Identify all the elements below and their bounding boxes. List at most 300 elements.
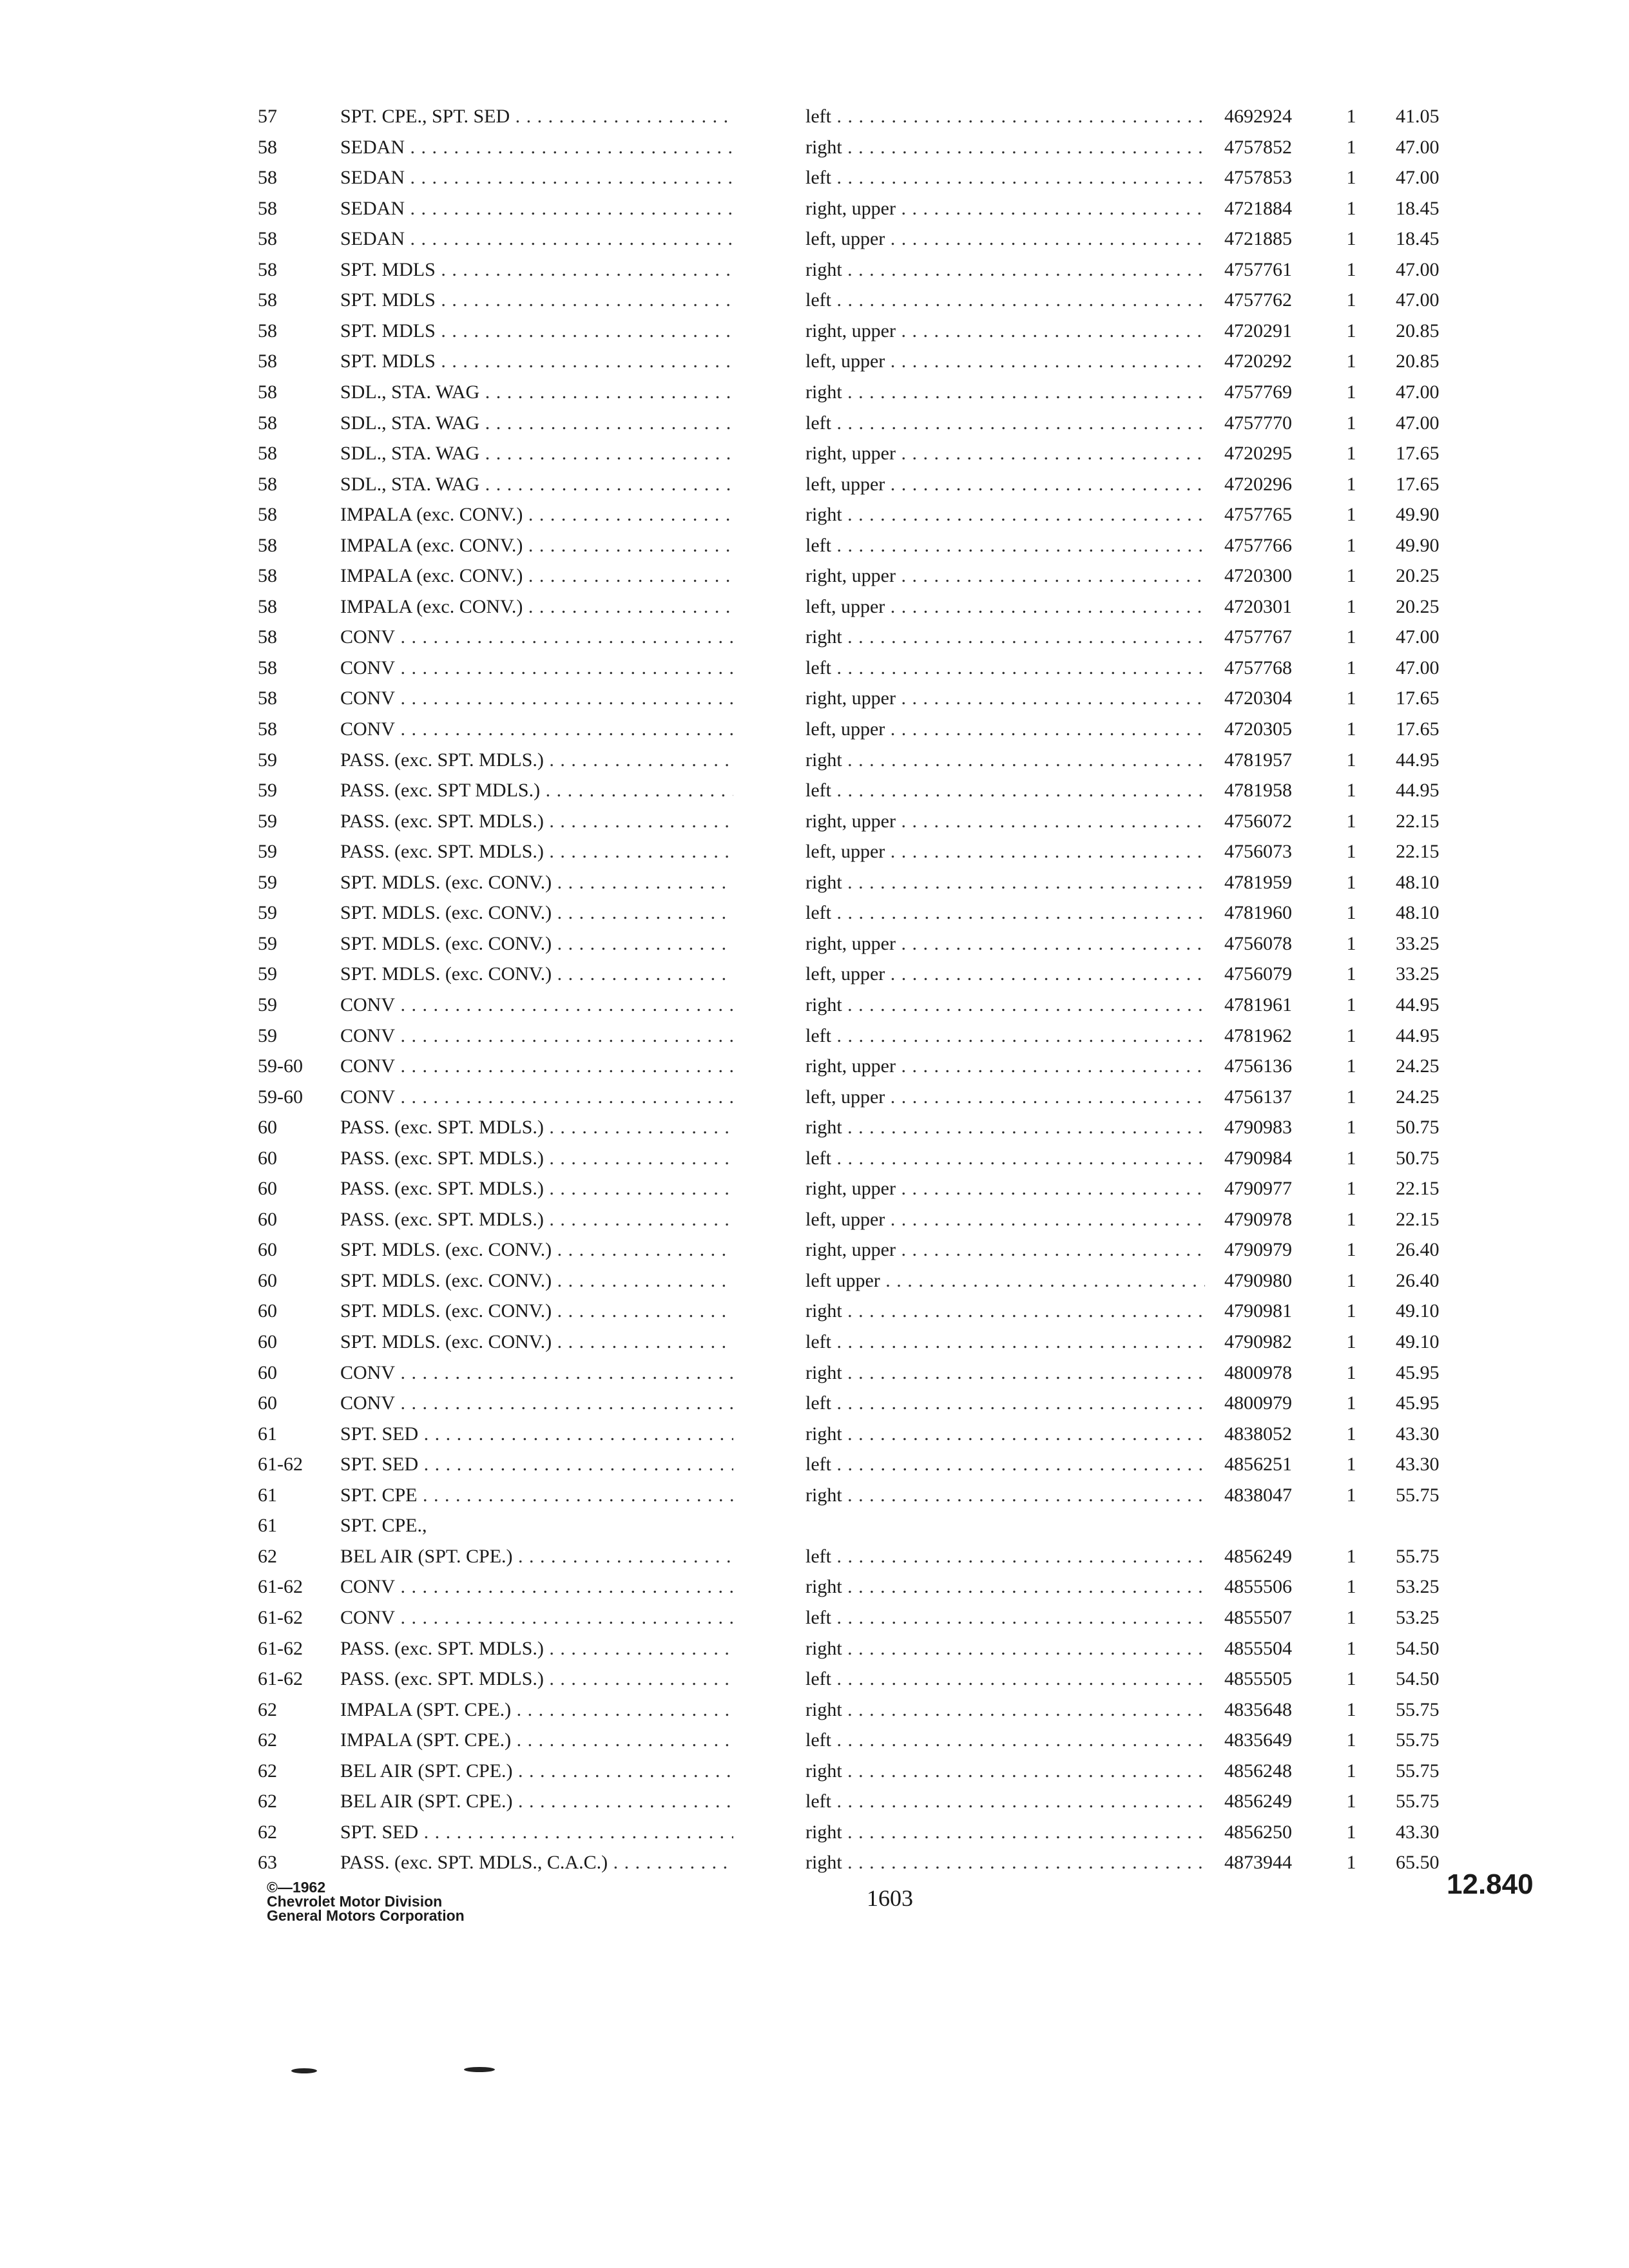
table-row <box>0 377 1629 408</box>
table-row <box>0 867 1629 898</box>
position-cell: left . . . <box>805 1602 1205 1633</box>
year-cell: 58 <box>258 197 277 219</box>
part-number-cell: 4756136 <box>1224 1055 1292 1077</box>
copyright-block <box>267 1880 465 1923</box>
price-cell: 20.25 <box>1396 595 1440 617</box>
quantity-cell: 1 <box>1346 749 1356 771</box>
part-number-cell: 4790978 <box>1224 1208 1292 1230</box>
quantity-cell: 1 <box>1346 871 1356 893</box>
part-number-cell: 4781958 <box>1224 780 1292 802</box>
model-cell: SDL., STA. WAG . . . <box>340 469 733 500</box>
model-cell: SPT. SED . . . <box>340 1419 733 1450</box>
part-number-cell: 4757762 <box>1224 289 1292 311</box>
position-cell: right . . . <box>805 867 1205 898</box>
part-number-cell: 4781959 <box>1224 871 1292 893</box>
model-cell: SPT. MDLS. (exc. CONV.) . . . <box>340 1235 733 1265</box>
table-row <box>0 561 1629 591</box>
table-row <box>0 1388 1629 1419</box>
quantity-cell: 1 <box>1346 1791 1356 1812</box>
quantity-cell: 1 <box>1346 595 1356 617</box>
quantity-cell: 1 <box>1346 1729 1356 1751</box>
position-cell: right . . . <box>805 1480 1205 1511</box>
part-number-cell: 4720300 <box>1224 565 1292 587</box>
price-cell: 17.65 <box>1396 687 1440 709</box>
price-cell: 55.75 <box>1396 1698 1440 1720</box>
price-cell: 65.50 <box>1396 1852 1440 1874</box>
quantity-cell: 1 <box>1346 687 1356 709</box>
year-cell: 60 <box>258 1178 277 1200</box>
table-row <box>0 1571 1629 1602</box>
year-cell: 59-60 <box>258 1086 303 1108</box>
quantity-cell: 1 <box>1346 381 1356 403</box>
price-cell: 20.25 <box>1396 565 1440 587</box>
quantity-cell: 1 <box>1346 1576 1356 1598</box>
position-cell: left . . . <box>805 1021 1205 1052</box>
table-row <box>0 1204 1629 1235</box>
year-cell: 59 <box>258 780 277 802</box>
price-cell: 17.65 <box>1396 473 1440 495</box>
quantity-cell: 1 <box>1346 1698 1356 1720</box>
price-cell: 20.85 <box>1396 351 1440 372</box>
table-row <box>0 1082 1629 1113</box>
part-number-cell: 4757852 <box>1224 136 1292 158</box>
price-cell: 22.15 <box>1396 1208 1440 1230</box>
year-cell: 61-62 <box>258 1576 303 1598</box>
table-row <box>0 1633 1629 1664</box>
model-cell: PASS. (exc. SPT. MDLS.) . . . <box>340 1633 733 1664</box>
table-row <box>0 346 1629 377</box>
quantity-cell: 1 <box>1346 1821 1356 1843</box>
copyright-corporation: General Motors Corporation <box>267 1907 465 1924</box>
year-cell: 62 <box>258 1791 277 1812</box>
quantity-cell: 1 <box>1346 1852 1356 1874</box>
price-cell: 49.90 <box>1396 504 1440 526</box>
part-number-cell: 4781961 <box>1224 994 1292 1015</box>
price-cell: 47.00 <box>1396 289 1440 311</box>
year-cell: 58 <box>258 473 277 495</box>
part-number-cell: 4856249 <box>1224 1791 1292 1812</box>
model-cell: PASS. (exc. SPT. MDLS.) . . . <box>340 1173 733 1204</box>
quantity-cell: 1 <box>1346 1668 1356 1689</box>
year-cell: 58 <box>258 136 277 158</box>
table-row <box>0 622 1629 653</box>
price-cell: 26.40 <box>1396 1269 1440 1291</box>
quantity-cell: 1 <box>1346 1117 1356 1139</box>
table-row <box>0 1173 1629 1204</box>
table-row <box>0 1510 1629 1541</box>
table-row <box>0 1847 1629 1878</box>
part-number-cell: 4781962 <box>1224 1024 1292 1046</box>
year-cell: 58 <box>258 289 277 311</box>
position-cell: left . . . <box>805 775 1205 806</box>
quantity-cell: 1 <box>1346 841 1356 863</box>
part-number-cell: 4855507 <box>1224 1606 1292 1628</box>
price-cell: 55.75 <box>1396 1484 1440 1506</box>
price-cell: 47.00 <box>1396 626 1440 648</box>
position-cell: left . . . <box>805 1327 1205 1358</box>
price-cell: 55.75 <box>1396 1791 1440 1812</box>
year-cell: 60 <box>258 1239 277 1261</box>
year-cell: 58 <box>258 381 277 403</box>
year-cell: 61-62 <box>258 1668 303 1689</box>
table-row <box>0 959 1629 990</box>
year-cell: 58 <box>258 718 277 740</box>
part-number-cell: 4757853 <box>1224 167 1292 189</box>
part-number-cell: 4720301 <box>1224 595 1292 617</box>
quantity-cell: 1 <box>1346 106 1356 127</box>
quantity-cell: 1 <box>1346 1239 1356 1261</box>
part-number-cell: 4790982 <box>1224 1331 1292 1352</box>
position-cell: right . . . <box>805 745 1205 776</box>
table-row <box>0 1419 1629 1450</box>
table-row <box>0 1265 1629 1296</box>
table-row <box>0 438 1629 469</box>
year-cell: 63 <box>258 1852 277 1874</box>
year-cell: 58 <box>258 534 277 556</box>
position-cell: right, upper . . . <box>805 561 1205 591</box>
model-cell: SPT. MDLS. (exc. CONV.) . . . <box>340 1296 733 1327</box>
model-cell: SEDAN . . . <box>340 132 733 163</box>
part-number-cell: 4757761 <box>1224 258 1292 280</box>
quantity-cell: 1 <box>1346 1760 1356 1782</box>
position-cell: left . . . <box>805 1664 1205 1695</box>
year-cell: 61 <box>258 1515 277 1537</box>
part-number-cell: 4720305 <box>1224 718 1292 740</box>
price-cell: 33.25 <box>1396 932 1440 954</box>
year-cell: 58 <box>258 228 277 250</box>
table-row <box>0 653 1629 684</box>
model-cell: SPT. CPE., <box>340 1515 427 1537</box>
position-cell: left, upper . . . <box>805 836 1205 867</box>
model-cell: PASS. (exc. SPT. MDLS.) . . . <box>340 1664 733 1695</box>
part-number-cell: 4781957 <box>1224 749 1292 771</box>
table-row <box>0 990 1629 1021</box>
year-cell: 58 <box>258 565 277 587</box>
year-cell: 58 <box>258 657 277 678</box>
table-row <box>0 683 1629 714</box>
position-cell: right . . . <box>805 499 1205 530</box>
part-number-cell: 4757765 <box>1224 504 1292 526</box>
part-number-cell: 4720292 <box>1224 351 1292 372</box>
table-row <box>0 285 1629 316</box>
quantity-cell: 1 <box>1346 1545 1356 1567</box>
price-cell: 54.50 <box>1396 1668 1440 1689</box>
position-cell: left . . . <box>805 898 1205 928</box>
year-cell: 60 <box>258 1392 277 1414</box>
model-cell: CONV . . . <box>340 683 733 714</box>
part-number-cell: 4756137 <box>1224 1086 1292 1108</box>
year-cell: 58 <box>258 412 277 434</box>
model-cell: CONV . . . <box>340 990 733 1021</box>
position-cell: left . . . <box>805 1786 1205 1817</box>
price-cell: 45.95 <box>1396 1361 1440 1383</box>
quantity-cell: 1 <box>1346 718 1356 740</box>
position-cell: left . . . <box>805 653 1205 684</box>
quantity-cell: 1 <box>1346 1178 1356 1200</box>
copyright-division: Chevrolet Motor Division <box>267 1893 443 1910</box>
quantity-cell: 1 <box>1346 197 1356 219</box>
year-cell: 62 <box>258 1760 277 1782</box>
year-cell: 61-62 <box>258 1606 303 1628</box>
table-row <box>0 1143 1629 1174</box>
part-number-cell: 4856248 <box>1224 1760 1292 1782</box>
position-cell: left . . . <box>805 101 1205 132</box>
position-cell: right, upper . . . <box>805 683 1205 714</box>
table-row <box>0 775 1629 806</box>
price-cell: 50.75 <box>1396 1147 1440 1169</box>
position-cell: right . . . <box>805 990 1205 1021</box>
table-row <box>0 1786 1629 1817</box>
table-row <box>0 316 1629 347</box>
position-cell: right . . . <box>805 1419 1205 1450</box>
position-cell: right, upper . . . <box>805 193 1205 224</box>
position-cell: left . . . <box>805 1725 1205 1756</box>
position-cell: right . . . <box>805 1571 1205 1602</box>
year-cell: 60 <box>258 1117 277 1139</box>
price-cell: 20.85 <box>1396 320 1440 341</box>
position-cell: left, upper . . . <box>805 591 1205 622</box>
part-number-cell: 4800979 <box>1224 1392 1292 1414</box>
part-number-cell: 4757766 <box>1224 534 1292 556</box>
table-row <box>0 224 1629 255</box>
table-row <box>0 1327 1629 1358</box>
model-cell: BEL AIR (SPT. CPE.) . . . <box>340 1786 733 1817</box>
model-cell: BEL AIR (SPT. CPE.) . . . <box>340 1756 733 1787</box>
model-cell: SDL., STA. WAG . . . <box>340 377 733 408</box>
part-number-cell: 4856250 <box>1224 1821 1292 1843</box>
quantity-cell: 1 <box>1346 1606 1356 1628</box>
year-cell: 60 <box>258 1300 277 1322</box>
position-cell: right, upper . . . <box>805 1235 1205 1265</box>
model-cell: CONV . . . <box>340 1388 733 1419</box>
price-cell: 55.75 <box>1396 1545 1440 1567</box>
year-cell: 58 <box>258 687 277 709</box>
part-number-cell: 4720291 <box>1224 320 1292 341</box>
year-cell: 59-60 <box>258 1055 303 1077</box>
price-cell: 17.65 <box>1396 718 1440 740</box>
model-cell: SPT. MDLS. (exc. CONV.) . . . <box>340 959 733 990</box>
model-cell: SPT. SED . . . <box>340 1817 733 1848</box>
model-cell: PASS. (exc. SPT. MDLS., C.A.C.) . . . <box>340 1847 733 1878</box>
year-cell: 60 <box>258 1208 277 1230</box>
position-cell: left, upper . . . <box>805 959 1205 990</box>
position-cell: right . . . <box>805 1817 1205 1848</box>
year-cell: 62 <box>258 1821 277 1843</box>
ink-smudge <box>464 2067 495 2072</box>
year-cell: 59 <box>258 932 277 954</box>
table-row <box>0 255 1629 285</box>
price-cell: 22.15 <box>1396 841 1440 863</box>
table-row <box>0 1664 1629 1695</box>
quantity-cell: 1 <box>1346 473 1356 495</box>
quantity-cell: 1 <box>1346 1454 1356 1475</box>
year-cell: 58 <box>258 595 277 617</box>
table-row <box>0 1480 1629 1511</box>
model-cell: SEDAN . . . <box>340 224 733 255</box>
model-cell: CONV . . . <box>340 622 733 653</box>
part-number-cell: 4721884 <box>1224 197 1292 219</box>
quantity-cell: 1 <box>1346 289 1356 311</box>
table-row <box>0 1296 1629 1327</box>
model-cell: PASS. (exc. SPT. MDLS.) . . . <box>340 1204 733 1235</box>
part-number-cell: 4855506 <box>1224 1576 1292 1598</box>
table-row <box>0 1449 1629 1480</box>
model-cell: CONV . . . <box>340 1082 733 1113</box>
year-cell: 59 <box>258 1024 277 1046</box>
price-cell: 44.95 <box>1396 780 1440 802</box>
position-cell: left, upper . . . <box>805 1082 1205 1113</box>
position-cell: right . . . <box>805 1756 1205 1787</box>
table-row <box>0 928 1629 959</box>
model-cell: BEL AIR (SPT. CPE.) . . . <box>340 1541 733 1572</box>
table-row <box>0 162 1629 193</box>
part-number-cell: 4800978 <box>1224 1361 1292 1383</box>
quantity-cell: 1 <box>1346 136 1356 158</box>
price-cell: 44.95 <box>1396 1024 1440 1046</box>
part-number-cell: 4720295 <box>1224 443 1292 464</box>
quantity-cell: 1 <box>1346 351 1356 372</box>
model-cell: CONV . . . <box>340 1571 733 1602</box>
quantity-cell: 1 <box>1346 1086 1356 1108</box>
position-cell: left . . . <box>805 285 1205 316</box>
position-cell: right, upper . . . <box>805 316 1205 347</box>
model-cell: CONV . . . <box>340 1021 733 1052</box>
price-cell: 26.40 <box>1396 1239 1440 1261</box>
part-number-cell: 4692924 <box>1224 106 1292 127</box>
part-number-cell: 4756079 <box>1224 963 1292 985</box>
part-number-cell: 4838052 <box>1224 1423 1292 1445</box>
position-cell: left . . . <box>805 1143 1205 1174</box>
model-cell: IMPALA (SPT. CPE.) . . . <box>340 1695 733 1725</box>
price-cell: 55.75 <box>1396 1760 1440 1782</box>
price-cell: 43.30 <box>1396 1423 1440 1445</box>
model-cell: SPT. MDLS . . . <box>340 255 733 285</box>
table-row <box>0 101 1629 132</box>
part-number-cell: 4756073 <box>1224 841 1292 863</box>
model-cell: PASS. (exc. SPT. MDLS.) . . . <box>340 836 733 867</box>
position-cell: right . . . <box>805 255 1205 285</box>
price-cell: 53.25 <box>1396 1606 1440 1628</box>
year-cell: 61-62 <box>258 1454 303 1475</box>
table-row <box>0 714 1629 745</box>
table-row <box>0 591 1629 622</box>
position-cell: right, upper . . . <box>805 1051 1205 1082</box>
position-cell: right . . . <box>805 1112 1205 1143</box>
price-cell: 18.45 <box>1396 197 1440 219</box>
quantity-cell: 1 <box>1346 1637 1356 1659</box>
model-cell: SPT. SED . . . <box>340 1449 733 1480</box>
table-row <box>0 499 1629 530</box>
price-cell: 44.95 <box>1396 994 1440 1015</box>
position-cell: left . . . <box>805 408 1205 439</box>
position-cell: right . . . <box>805 1695 1205 1725</box>
price-cell: 47.00 <box>1396 136 1440 158</box>
year-cell: 61 <box>258 1484 277 1506</box>
price-cell: 50.75 <box>1396 1117 1440 1139</box>
price-cell: 41.05 <box>1396 106 1440 127</box>
table-row <box>0 1725 1629 1756</box>
position-cell: right . . . <box>805 1847 1205 1878</box>
price-cell: 22.15 <box>1396 1178 1440 1200</box>
price-cell: 22.15 <box>1396 810 1440 832</box>
model-cell: PASS. (exc. SPT. MDLS.) . . . <box>340 806 733 837</box>
position-cell: right, upper . . . <box>805 438 1205 469</box>
price-cell: 49.90 <box>1396 534 1440 556</box>
position-cell: left, upper . . . <box>805 1204 1205 1235</box>
model-cell: CONV . . . <box>340 1602 733 1633</box>
model-cell: IMPALA (exc. CONV.) . . . <box>340 591 733 622</box>
part-number-cell: 4855505 <box>1224 1668 1292 1689</box>
price-cell: 43.30 <box>1396 1821 1440 1843</box>
quantity-cell: 1 <box>1346 167 1356 189</box>
table-row <box>0 1817 1629 1848</box>
part-number-cell: 4781960 <box>1224 902 1292 924</box>
quantity-cell: 1 <box>1346 963 1356 985</box>
quantity-cell: 1 <box>1346 1361 1356 1383</box>
year-cell: 62 <box>258 1729 277 1751</box>
table-row <box>0 1021 1629 1052</box>
part-number-cell: 4790979 <box>1224 1239 1292 1261</box>
year-cell: 62 <box>258 1698 277 1720</box>
position-cell: left . . . <box>805 1541 1205 1572</box>
position-cell: left . . . <box>805 1449 1205 1480</box>
table-row <box>0 1112 1629 1143</box>
position-cell: left, upper . . . <box>805 224 1205 255</box>
model-cell: CONV . . . <box>340 714 733 745</box>
price-cell: 47.00 <box>1396 657 1440 678</box>
year-cell: 57 <box>258 106 277 127</box>
position-cell: right . . . <box>805 377 1205 408</box>
quantity-cell: 1 <box>1346 1423 1356 1445</box>
part-number-cell: 4721885 <box>1224 228 1292 250</box>
year-cell: 59 <box>258 749 277 771</box>
price-cell: 53.25 <box>1396 1576 1440 1598</box>
price-cell: 49.10 <box>1396 1331 1440 1352</box>
quantity-cell: 1 <box>1346 1392 1356 1414</box>
price-cell: 47.00 <box>1396 167 1440 189</box>
model-cell: SPT. MDLS. (exc. CONV.) . . . <box>340 1327 733 1358</box>
year-cell: 58 <box>258 443 277 464</box>
table-row <box>0 1541 1629 1572</box>
model-cell: IMPALA (exc. CONV.) . . . <box>340 561 733 591</box>
quantity-cell: 1 <box>1346 258 1356 280</box>
position-cell: left, upper . . . <box>805 469 1205 500</box>
model-cell: SPT. MDLS . . . <box>340 285 733 316</box>
model-cell: SDL., STA. WAG . . . <box>340 408 733 439</box>
year-cell: 60 <box>258 1361 277 1383</box>
model-cell: PASS. (exc. SPT. MDLS.) . . . <box>340 745 733 776</box>
position-cell: right . . . <box>805 1633 1205 1664</box>
part-number-cell: 4756072 <box>1224 810 1292 832</box>
quantity-cell: 1 <box>1346 320 1356 341</box>
position-cell: left . . . <box>805 1388 1205 1419</box>
model-cell: PASS. (exc. SPT MDLS.) . . . <box>340 775 733 806</box>
position-cell: right . . . <box>805 1296 1205 1327</box>
quantity-cell: 1 <box>1346 565 1356 587</box>
quantity-cell: 1 <box>1346 932 1356 954</box>
model-cell: SPT. MDLS. (exc. CONV.) . . . <box>340 928 733 959</box>
model-cell: SPT. MDLS . . . <box>340 316 733 347</box>
year-cell: 59 <box>258 902 277 924</box>
price-cell: 24.25 <box>1396 1055 1440 1077</box>
year-cell: 59 <box>258 810 277 832</box>
position-cell: left, upper . . . <box>805 714 1205 745</box>
position-cell: left . . . <box>805 162 1205 193</box>
price-cell: 44.95 <box>1396 749 1440 771</box>
quantity-cell: 1 <box>1346 1055 1356 1077</box>
quantity-cell: 1 <box>1346 626 1356 648</box>
quantity-cell: 1 <box>1346 1208 1356 1230</box>
